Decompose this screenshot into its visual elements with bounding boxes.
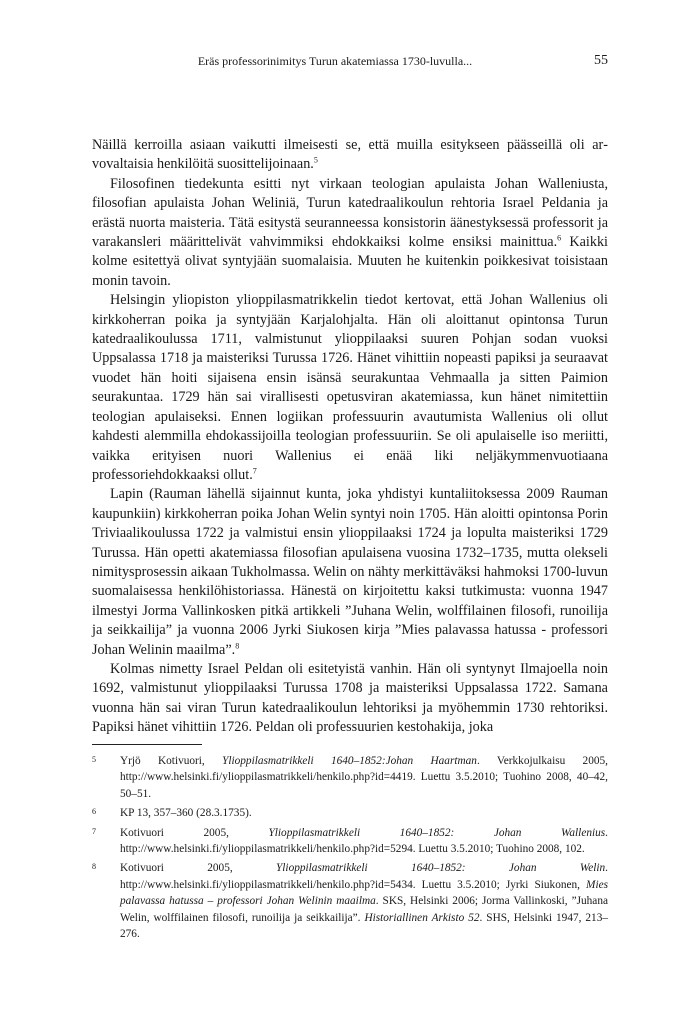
footnote-italic-title: Historiallinen Arkisto 52 (364, 911, 480, 924)
footnote-item (92, 753, 608, 802)
footnote-text (120, 805, 608, 821)
paragraph-text: Filosofinen tiedekunta esitti nyt virkaan teologian apulaista Johan Walleniusta, filosofian apulaista Johan Weliniä, Turun katedraalikoulun rehtoria Israel Peldania ja erästä nuorta maisteria. Tätä esitystä seuranneessa konsistorin äänestyksessä professorit ja varakansleri määrittelivät vahvimmiksi ehdokkaiksi kolme ensiksi mainittua. (92, 175, 608, 251)
page-number: 55 (594, 53, 608, 68)
footnote-italic-title: Ylioppilasmatrikkeli 1640–1852: Johan Wallenius (268, 826, 606, 839)
footnote-item (92, 805, 608, 821)
footnote-text-run: Kotivuori 2005, (120, 862, 277, 875)
footnotes (92, 753, 608, 945)
footnote-text-run: KP 13, 357–360 (28.3.1735). (120, 807, 252, 820)
footnote-text (120, 753, 608, 802)
footnote-reference[interactable]: 8 (235, 640, 240, 650)
footnote-text-run: . SKS, Helsinki 2006; Jorma Vallinkoski, ”Juhana Welin, wolffilainen filosofi, runoilija ja seikkailija”. (120, 895, 608, 924)
footnote-reference[interactable]: 7 (252, 466, 257, 476)
footnote-number: 7 (92, 826, 96, 836)
footnote-text (120, 825, 608, 858)
footnote-text-run: . http://www.helsinki.fi/ylioppilasmatrikkeli/henkilo.php?id=5294. Luettu 3.5.2010; Tuohino 2008, 102. (120, 826, 608, 856)
running-header-title: Eräs professorinimitys Turun akatemiassa 1730-luvulla... (197, 54, 473, 68)
footnote-number: 6 (92, 807, 96, 817)
footnote-text (120, 860, 608, 942)
footnote-italic-title: Mies palavassa hatussa – professori Johan Welinin maailma (120, 878, 608, 908)
footnote-italic-title: Ylioppilasmatrikkeli 1640–1852:Johan Haartman (222, 755, 477, 767)
footnote-number: 5 (92, 755, 96, 764)
footnote-text-run: . SHS, Helsinki 1947, 213–276. (120, 911, 609, 941)
paragraph-text: Näillä kerroilla asiaan vaikutti ilmeisesti se, että muilla esitykseen päässeillä oli arvovaltaisia henkilöitä suosittelijoinaan. (92, 137, 608, 173)
footnote-text-run: . Verkkojulkaisu 2005, http://www.helsinki.fi/ylioppilasmatrikkeli/henkilo.php?id=4419. Luettu 3.5.2010; Tuohino 2008, 40–42, 50–51. (120, 755, 608, 800)
footnote-reference[interactable]: 6 (557, 233, 562, 243)
body-paragraph (92, 175, 608, 291)
paragraph-text: Lapin (Rauman lähellä sijainnut kunta, joka yhdistyi kuntaliitoksessa 2009 Rauman kaupunkiin) kirkkoherran poika Johan Welin syntyi noin 1705. Hän aloitti opintonsa Porin Triviaalikoulussa 1722 ja valmistui ensin ylioppilaaksi 1724 ja lopulta maisteriksi 1729 Turussa. Hän opetti akatemiassa filosofian apulaisena vuosina 1732–1735, mutta olekseli nimitysprosessin aikaan Tukholmassa. Welin on nähty merkittäväksi hahmoksi 1700-luvun suomalaisessa henkilöhistoriassa. Hänestä on kirjoitettu kaksi tutkimusta: vuonna 1947 ilmestyi Jorma Vallinkosken pitkä artikkeli ”Juhana Welin, wolffilainen filosofi, runoilija ja seikkailija” ja vuonna 2006 Jyrki Siukosen kirja ”Mies palavassa hatussa - professori Johan Welinin maailma”. (92, 486, 609, 658)
footnote-text-run: Yrjö Kotivuori, (120, 755, 223, 767)
footnote-text-run: Kotivuori 2005, (120, 826, 269, 839)
body-paragraph (92, 136, 608, 175)
footnote-item (92, 860, 608, 942)
body-paragraph (92, 291, 608, 485)
paragraph-text: Kolmas nimetty Israel Peldan oli esitetyistä vanhin. Hän oli syntynyt Ilmajoella noin 1692, valmistunut ylioppilaaksi Turussa 1708 ja maisteriksi Uppsalassa 1722. Samana vuonna hän sai viran Turun katedraalikoulun lehtoriksi ja myöhemmin 1730 rehtoriksi. Papiksi hänet vihittiin 1726. Peldan oli professuurien kestohakija, joka (92, 660, 608, 736)
footnote-reference[interactable]: 5 (313, 155, 318, 165)
footnote-separator (92, 744, 202, 745)
footnote-text-run: . http://www.helsinki.fi/ylioppilasmatrikkeli/henkilo.php?id=5434. Luettu 3.5.2010; Jyrki Siukonen, (120, 862, 608, 891)
body-paragraph (92, 485, 608, 660)
body-paragraph (92, 660, 608, 738)
paragraph-text: Kaikki kolme esitettyä olivat syntyjään suomalaisia. Muuten he kuitenkin poikkesivat toisistaan monin tavoin. (92, 234, 608, 289)
running-header (92, 53, 608, 69)
footnote-italic-title: Ylioppilasmatrikkeli 1640–1852: Johan Welin (276, 862, 606, 875)
body-text (92, 136, 608, 738)
footnote-item (92, 825, 608, 858)
footnote-number: 8 (92, 862, 96, 872)
paragraph-text: Helsingin yliopiston ylioppilasmatrikkelin tiedot kertovat, että Johan Wallenius oli kirkkoherran poika ja syntyjään Karjalohjalta. Hän oli aloittanut opintonsa Turun katedraalikoulussa 1711, valmistunut ylioppilaaksi suuren Pohjan sodan vuoksi Uppsalassa 1718 ja maisteriksi Turussa 1726. Hänet vihittiin nopeasti papiksi ja seuraavat vuodet hän hoiti sijaisena ensin isänsä seurakuntaa Vehmaalla ja sitten Paimion seurakuntaa. 1729 hän sai virallisesti opetusviran akatemiassa, kun hänet nimitettiin teologian apulaiseksi. Ennen logiikan professuurin avautumista Wallenius oli ollut kahdesti alemmilla ehdokassijoilla teologian professuuriin. Se oli apulaiselle iso meriitti, vaikka erityisen nuori Wallenius ei enää liki neljäkymmenvuotiaana professoriehdokkaaksi ollut. (92, 292, 608, 483)
